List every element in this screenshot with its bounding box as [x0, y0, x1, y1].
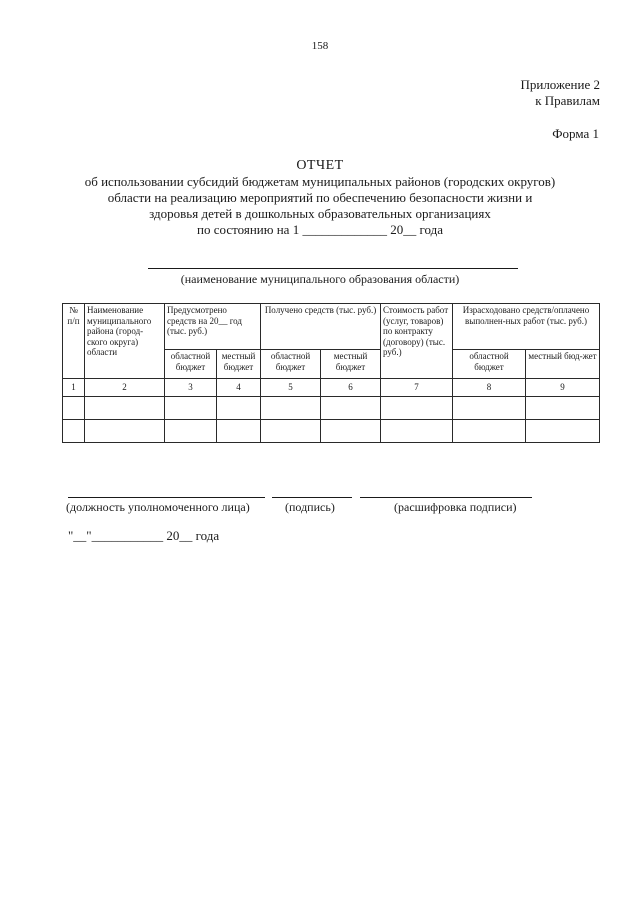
column-number: 7: [381, 379, 453, 397]
appendix-line-1: Приложение 2: [520, 77, 600, 92]
column-number: 5: [261, 379, 321, 397]
report-heading: ОТЧЕТ: [296, 158, 344, 173]
column-number: 1: [63, 379, 85, 397]
report-title-line-3: здоровья детей в дошкольных образовательных организациях: [149, 206, 491, 221]
column-number: 2: [85, 379, 165, 397]
org-name-caption: (наименование муниципального образования области): [180, 272, 460, 286]
form-label: Форма 1: [552, 126, 599, 141]
column-number: 8: [453, 379, 526, 397]
header-num: № п/п: [63, 304, 85, 379]
header-regional-spent: областной бюджет: [453, 350, 526, 379]
column-number: 3: [165, 379, 217, 397]
position-label: (должность уполномоченного лица): [66, 500, 250, 514]
header-local-received: местный бюджет: [321, 350, 381, 379]
header-cost: Стоимость работ (услуг, товаров) по контракту (договору) (тыс. руб.): [381, 304, 453, 379]
header-regional-planned: областной бюджет: [165, 350, 217, 379]
sign-signature-line: [272, 497, 352, 498]
header-planned: Предусмотрено средств на 20__ год (тыс. руб.): [165, 304, 261, 350]
report-title-block: [0, 157, 640, 238]
report-table: [62, 303, 600, 443]
table-row: [63, 420, 600, 443]
report-title-line-2: области на реализацию мероприятий по обеспечению безопасности жизни и: [107, 190, 533, 205]
header-spent: Израсходовано средств/оплачено выполнен-ных работ (тыс. руб.): [453, 304, 600, 350]
column-number: 9: [526, 379, 600, 397]
sign-label: (подпись): [285, 500, 335, 514]
report-date-line: по состоянию на 1 _____________ 20__ года: [197, 222, 443, 237]
position-signature-line: [68, 497, 265, 498]
header-name: Наименование муниципального района (город-ского округа) области: [85, 304, 165, 379]
column-number: 6: [321, 379, 381, 397]
appendix-reference: [520, 77, 600, 109]
column-number-row: [63, 379, 600, 397]
decoding-signature-line: [360, 497, 532, 498]
decoding-label: (расшифровка подписи): [394, 500, 517, 514]
column-number: 4: [217, 379, 261, 397]
signature-date-line: "__"___________ 20__ года: [68, 528, 220, 543]
header-local-spent: местный бюд-жет: [526, 350, 600, 379]
table-row: [63, 397, 600, 420]
appendix-line-2: к Правилам: [535, 93, 600, 108]
header-regional-received: областной бюджет: [261, 350, 321, 379]
header-received: Получено средств (тыс. руб.): [261, 304, 381, 350]
page-number: 158: [311, 40, 329, 52]
org-name-line: [148, 268, 518, 269]
header-local-planned: местный бюджет: [217, 350, 261, 379]
report-title-line-1: об использовании субсидий бюджетам муниципальных районов (городских округов): [84, 174, 556, 189]
header-row-1: [63, 304, 600, 350]
